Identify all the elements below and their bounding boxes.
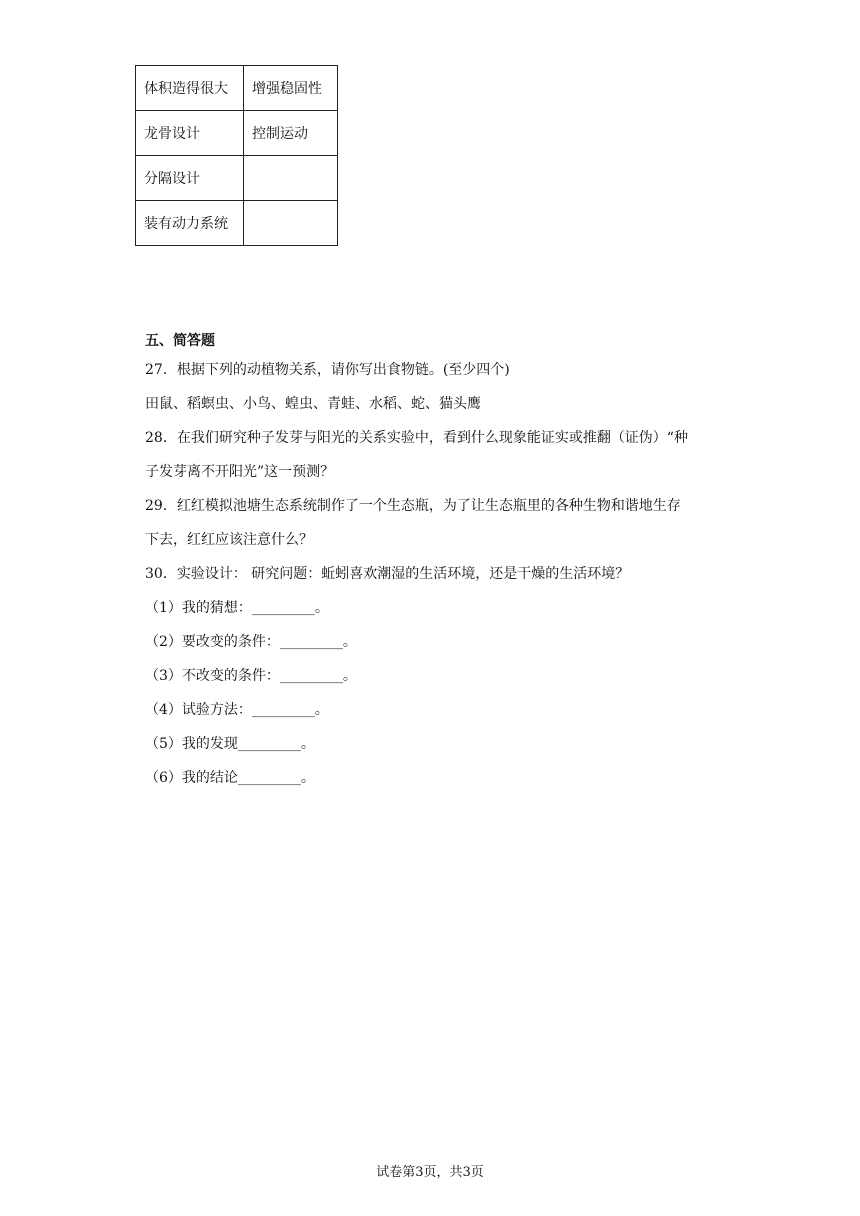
question-27-items: 田鼠、稻螟虫、小鸟、蝗虫、青蛙、水稻、蛇、猫头鹰: [145, 396, 481, 412]
question-30: 30．实验设计： 研究问题：蚯蚓喜欢潮湿的生活环境，还是干燥的生活环境？: [145, 566, 630, 582]
table-cell: 增强稳固性: [244, 66, 338, 111]
section-title: 五、简答题: [145, 333, 215, 349]
question-30-part: （4）试验方法：_________。: [145, 702, 329, 718]
question-30-part: （2）要改变的条件：_________。: [145, 634, 357, 650]
table-cell: 控制运动: [244, 111, 338, 156]
table-cell: 体积造得很大: [136, 66, 244, 111]
question-27: 27．根据下列的动植物关系，请你写出食物链。(至少四个): [145, 362, 510, 378]
table-cell: 装有动力系统: [136, 201, 244, 246]
table-row: [136, 156, 338, 201]
comparison-table: [135, 65, 338, 246]
question-30-part: （1）我的猜想：_________。: [145, 600, 329, 616]
page-footer: 试卷第3页，共3页: [376, 1165, 484, 1180]
table-row: [136, 201, 338, 246]
question-30-part: （3）不改变的条件：_________。: [145, 668, 357, 684]
table-row: [136, 111, 338, 156]
question-28-line1: 28．在我们研究种子发芽与阳光的关系实验中，看到什么现象能证实或推翻（证伪）“种: [145, 430, 688, 446]
table-row: [136, 66, 338, 111]
table-cell: [244, 156, 338, 201]
table-cell: 分隔设计: [136, 156, 244, 201]
question-29-line1: 29．红红模拟池塘生态系统制作了一个生态瓶，为了让生态瓶里的各种生物和谐地生存: [145, 498, 681, 514]
question-30-part: （5）我的发现_________。: [145, 736, 315, 752]
table-cell: 龙骨设计: [136, 111, 244, 156]
question-30-part: （6）我的结论_________。: [145, 770, 315, 786]
question-29-line2: 下去，红红应该注意什么？: [145, 532, 313, 548]
question-28-line2: 子发芽离不开阳光”这一预测？: [145, 464, 335, 480]
table-cell: [244, 201, 338, 246]
